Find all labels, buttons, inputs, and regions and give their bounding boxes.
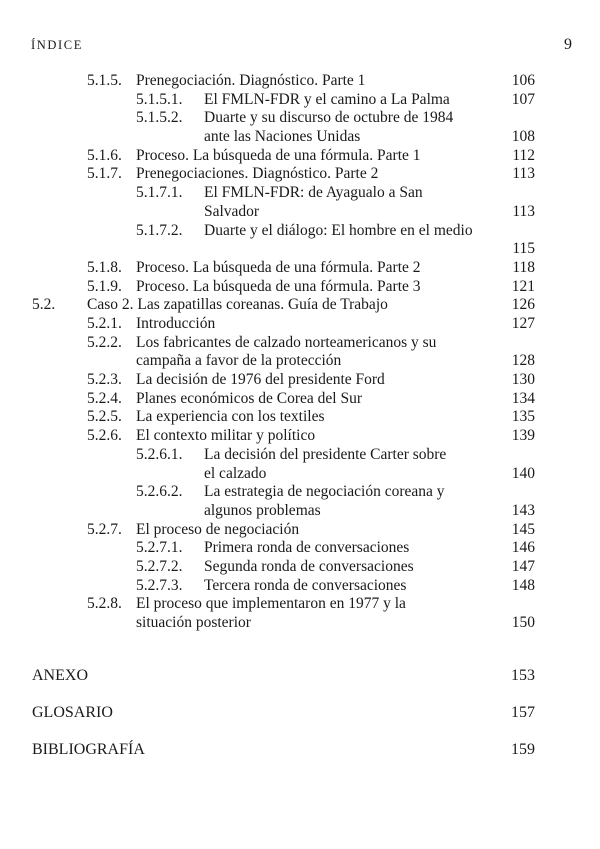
back-matter-label: GLOSARIO [32, 704, 113, 721]
toc-entry [0, 259, 600, 278]
toc-entry-page: 145 [511, 520, 535, 538]
toc-entry-number: 5.2.6. [87, 427, 122, 445]
toc-entry-number: 5.1.9. [87, 277, 122, 295]
toc-entry-title: Duarte y el diálogo: El hombre en el medio [204, 221, 473, 239]
back-matter-page: 153 [511, 667, 535, 684]
toc-entry-title: El proceso de negociación [136, 520, 300, 538]
toc-entry-number: 5.1.5.1. [136, 90, 183, 108]
toc-entry-title: La estrategia de negociación coreana y algunos problemas [204, 483, 445, 519]
page-number: 9 [564, 36, 572, 53]
back-matter-entry [0, 667, 600, 689]
toc-entry-page: 134 [511, 389, 535, 407]
toc-entry-page: 115 [512, 240, 535, 258]
toc-entry-page: 140 [511, 464, 535, 482]
toc-entry [0, 446, 600, 483]
toc-entry-page: 150 [511, 614, 535, 632]
toc-entry-number: 5.1.8. [87, 258, 122, 276]
toc-entry-title: Tercera ronda de conversaciones [204, 576, 407, 594]
toc-entry-title: El FMLN-FDR y el camino a La Palma [204, 90, 450, 108]
back-matter-page: 157 [511, 704, 535, 721]
toc-entry-page: 147 [511, 557, 535, 575]
toc-entry [0, 334, 600, 371]
toc-entry-title: Proceso. La búsqueda de una fórmula. Parte 2 [136, 258, 421, 276]
toc-entry-number: 5.2.7.3. [136, 576, 183, 594]
toc-entry [0, 165, 600, 184]
toc-entry-number: 5.2.8. [87, 595, 122, 613]
toc-entry-title: Prenegociación. Diagnóstico. Parte 1 [136, 72, 366, 89]
toc-entry [0, 278, 600, 297]
toc-entry-page: 121 [511, 277, 535, 295]
toc-entry [0, 147, 600, 166]
toc-entry-title: Caso 2. Las zapatillas coreanas. Guía de Trabajo [87, 296, 388, 314]
toc-entry-page: 108 [511, 128, 535, 146]
toc-entry-title: Primera ronda de conversaciones [204, 539, 410, 557]
toc-entry-page: 128 [511, 352, 535, 370]
toc-entry-page: 148 [511, 576, 535, 594]
toc-entry-number: 5.1.7.1. [136, 184, 183, 202]
toc-entry-page: 113 [512, 165, 535, 183]
back-matter-entry [0, 741, 600, 763]
toc-entry [0, 390, 600, 409]
toc-entry-title: Planes económicos de Corea del Sur [136, 389, 362, 407]
toc-entry-page: 113 [512, 202, 535, 220]
toc-entry [0, 539, 600, 558]
toc-entry-page: 143 [511, 501, 535, 519]
toc-entry-number: 5.2.7.2. [136, 557, 183, 575]
toc-entry-number: 5.2.6.1. [136, 445, 183, 463]
toc-entry [0, 184, 600, 221]
toc-entry [0, 408, 600, 427]
toc-entry-title: La experiencia con los textiles [136, 408, 325, 426]
toc-entry-title: Proceso. La búsqueda de una fórmula. Parte 1 [136, 146, 421, 164]
toc-entry-title: La decisión de 1976 del presidente Ford [136, 371, 385, 389]
toc-entry-page: 127 [511, 314, 535, 332]
toc-entry-title: Proceso. La búsqueda de una fórmula. Parte 3 [136, 277, 421, 295]
toc-entry-number: 5.2.3. [87, 371, 122, 389]
toc-entry-number: 5.1.6. [87, 146, 122, 164]
toc-entry-number: 5.1.5.2. [136, 109, 183, 127]
toc-entry-number: 5.1.7.2. [136, 221, 183, 239]
toc-entry-number: 5.2.6.2. [136, 483, 183, 501]
toc-entry-title: El FMLN-FDR: de Ayagualo a San Salvador [204, 184, 423, 220]
toc-entry [0, 577, 600, 596]
toc-entry-page: 130 [511, 371, 535, 389]
toc-entry-title: El proceso que implementaron en 1977 y la situación posterior [136, 595, 406, 632]
toc-entry-title: El contexto militar y político [136, 427, 316, 445]
toc-entry-page: 107 [511, 90, 535, 108]
back-matter-label: ANEXO [32, 667, 88, 684]
toc-entry [0, 371, 600, 390]
toc-entry [0, 109, 600, 146]
toc-entry-number: 5.2. [32, 296, 56, 314]
table-of-contents [0, 72, 600, 633]
toc-entry-page: 146 [511, 539, 535, 557]
toc-entry-title: Introducción [136, 314, 216, 332]
toc-entry [0, 222, 600, 259]
toc-entry-number: 5.2.4. [87, 389, 122, 407]
toc-entry-page: 118 [512, 258, 535, 276]
toc-entry-page: 126 [511, 296, 535, 314]
running-head-title: ÍNDICE [31, 38, 83, 52]
toc-entry-number: 5.2.5. [87, 408, 122, 426]
running-head [31, 38, 572, 58]
toc-entry-page: 112 [512, 146, 535, 164]
toc-entry-number: 5.2.7. [87, 520, 122, 538]
toc-entry [0, 483, 600, 520]
toc-entry-number: 5.1.7. [87, 165, 122, 183]
toc-entry [0, 427, 600, 446]
toc-entry-number: 5.1.5. [87, 72, 122, 89]
back-matter-page: 159 [511, 741, 535, 758]
toc-entry-number: 5.2.2. [87, 333, 122, 351]
toc-entry-title: Segunda ronda de conversaciones [204, 557, 414, 575]
toc-entry-page: 106 [511, 72, 535, 89]
back-matter-label: BIBLIOGRAFÍA [32, 741, 145, 758]
toc-entry-number: 5.2.7.1. [136, 539, 183, 557]
back-matter-entry [0, 704, 600, 726]
toc-entry [0, 91, 600, 110]
toc-entry [0, 595, 600, 632]
toc-entry [0, 72, 600, 91]
toc-entry-title: Duarte y su discurso de octubre de 1984 ante las Naciones Unidas [204, 109, 454, 146]
toc-entry [0, 315, 600, 334]
toc-entry-page: 135 [511, 408, 535, 426]
toc-entry-number: 5.2.1. [87, 314, 122, 332]
toc-entry [0, 296, 600, 315]
toc-entry-title: Prenegociaciones. Diagnóstico. Parte 2 [136, 165, 379, 183]
toc-entry-title: La decisión del presidente Carter sobre el calzado [204, 445, 447, 482]
toc-entry-title: Los fabricantes de calzado norteamericanos y su campaña a favor de la protección [136, 333, 437, 370]
toc-entry [0, 558, 600, 577]
toc-entry [0, 521, 600, 540]
toc-entry-page: 139 [511, 427, 535, 445]
